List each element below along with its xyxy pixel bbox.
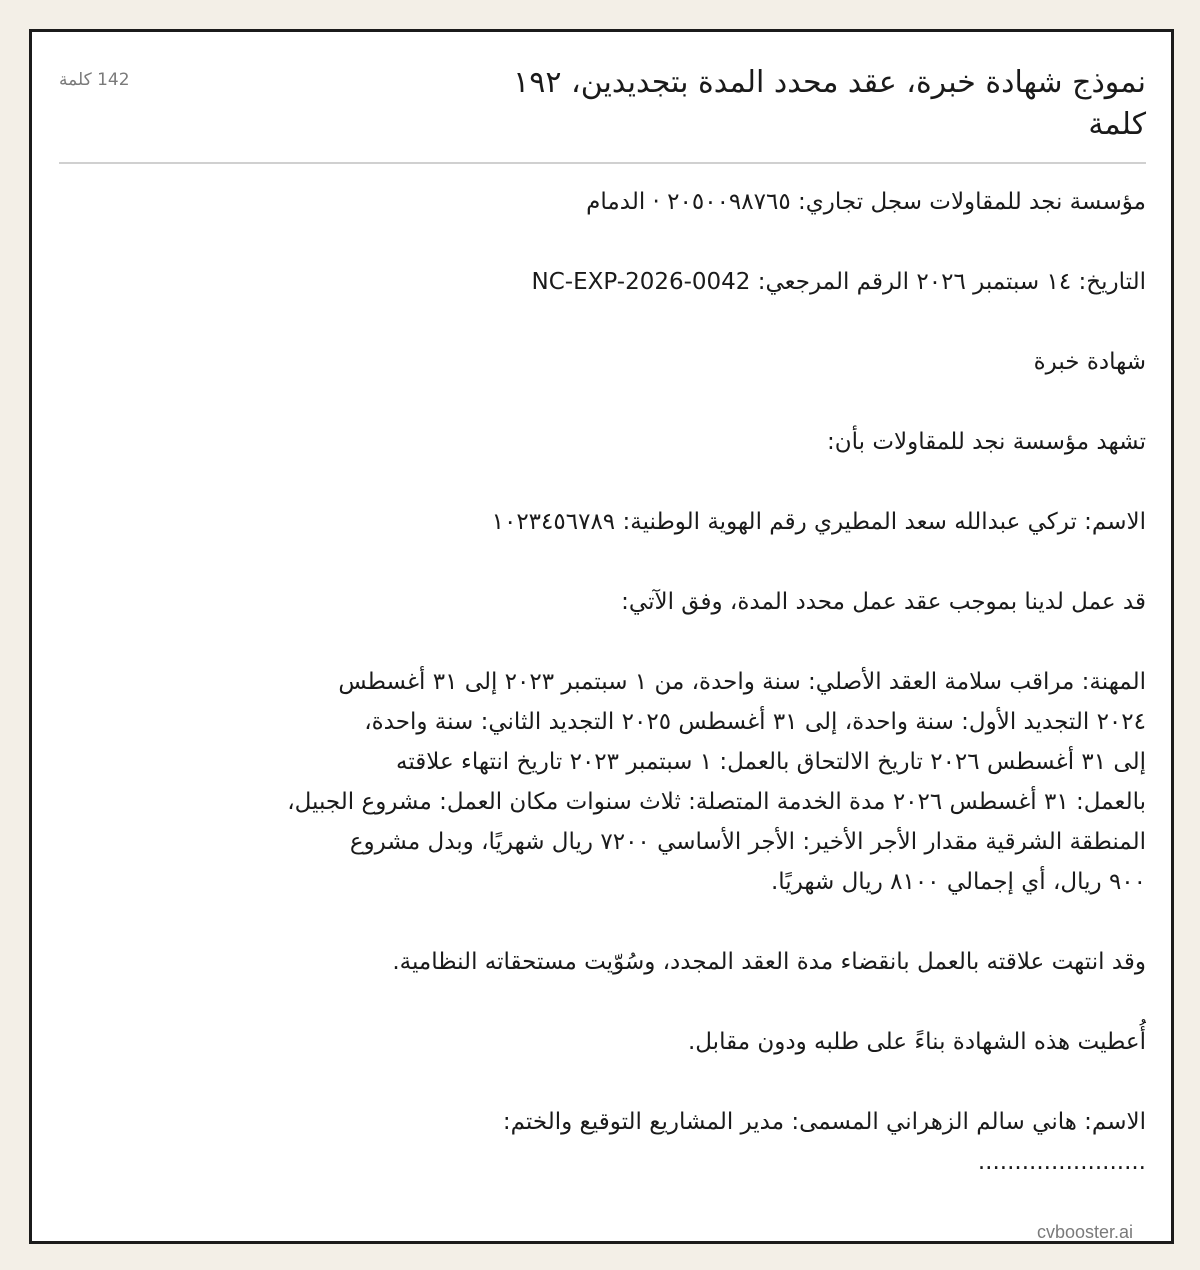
letter-intro: تشهد مؤسسة نجد للمقاولات بأن:: [827, 429, 1146, 455]
date-reference-line: التاريخ: ١٤ سبتمبر ٢٠٢٦ الرقم المرجعي: NC-EXP-2026-0042: [531, 269, 1146, 295]
employee-line: الاسم: تركي عبدالله سعد المطيري رقم الهوية الوطنية: ١٠٢٣٤٥٦٧٨٩: [491, 509, 1146, 535]
letter-body: [206, 182, 1146, 1182]
signatory-line: الاسم: هاني سالم الزهراني المسمى: مدير المشاريع التوقيع والختم:: [502, 1109, 1146, 1135]
company-line: مؤسسة نجد للمقاولات سجل تجاري: ٢٠٥٠٠٩٨٧٦٥ · الدمام: [586, 189, 1146, 215]
issued-line: أُعطيت هذه الشهادة بناءً على طلبه ودون مقابل.: [687, 1029, 1146, 1055]
termination-line: وقد انتهت علاقته بالعمل بانقضاء مدة العقد المجدد، وسُوّيت مستحقاته النظامية.: [392, 949, 1146, 975]
word-count-label: 142 كلمة: [59, 70, 130, 90]
contract-line: قد عمل لدينا بموجب عقد عمل محدد المدة، وفق الآتي:: [621, 589, 1146, 615]
signature-dots: .......................: [977, 1149, 1146, 1175]
letter-subject: شهادة خبرة: [1033, 349, 1146, 375]
document-title: نموذج شهادة خبرة، عقد محدد المدة بتجديدين، ١٩٢ كلمة: [513, 65, 1146, 142]
brand-footer: cvbooster.ai: [1037, 1222, 1134, 1242]
employment-details: المهنة: مراقب سلامة العقد الأصلي: سنة واحدة، من ١ سبتمبر ٢٠٢٣ إلى ٣١ أغسطس ٢٠٢٤ التجديد الأول: سنة واحدة، إلى ٣١ أغسطس ٢٠٢٥ التجديد الثاني: سنة واحدة، إلى ٣١ أغسطس ٢٠٢٦ تاريخ الالتحاق بالعمل: ١ سبتمبر ٢٠٢٣ تاريخ انتهاء علاقته بالعمل: ٣١ أغسطس ٢٠٢٦ مدة الخدمة المتصلة: ثلاث سنوات مكان العمل: مشروع الجبيل، المنطقة الشرقية مقدار الأجر الأخير: الأجر الأساسي ٧٢٠٠ ريال شهريًا، وبدل مشروع ٩٠٠ ريال، أي إجمالي ٨١٠٠ ريال شهريًا.: [287, 669, 1146, 895]
document-card: [29, 29, 1174, 1244]
document-header: [59, 62, 1146, 164]
